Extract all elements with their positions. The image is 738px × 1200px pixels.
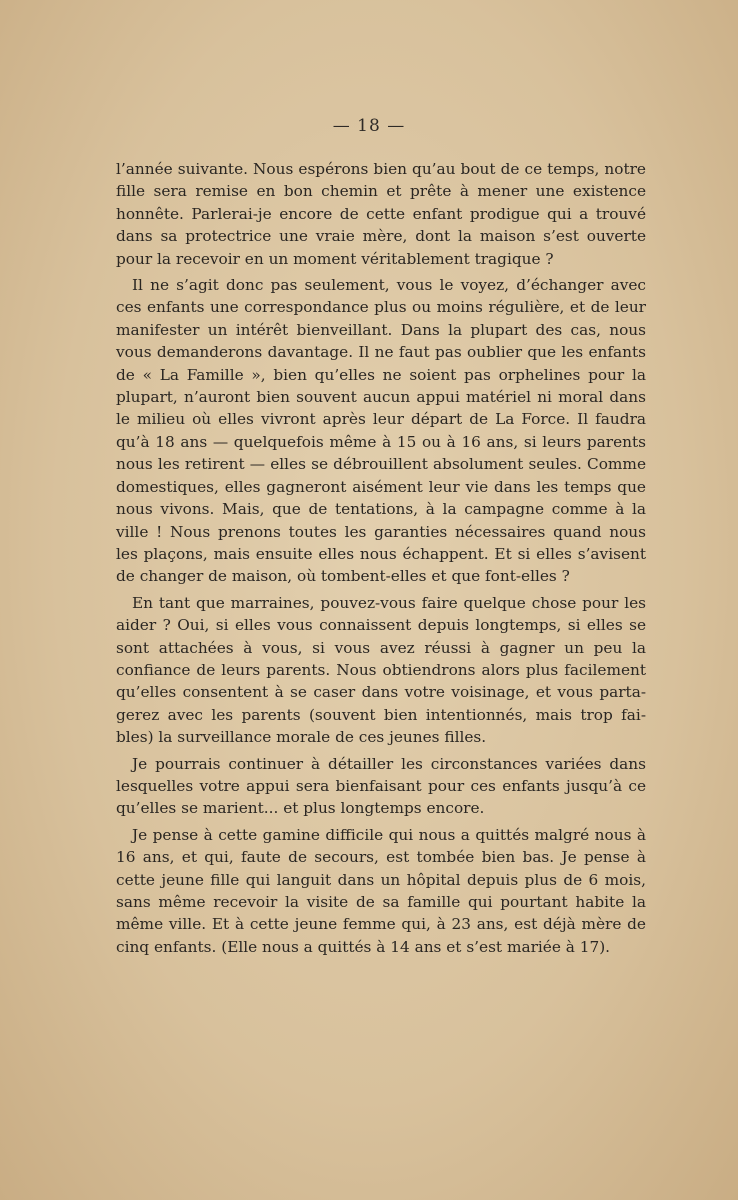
body-text	[116, 158, 646, 962]
paragraph: Je pense à cette gamine difficile qui nous a quittés malgré nous à 16 ans, et qui, faute de secours, est tombée bien bas. Je pense à cette jeune fille qui languit dans un hôpital depuis plus de 6 mois, sans même recevoir la visite de sa famille qui pourtant habite la même ville. Et à cette jeune femme qui, à 23 ans, est déjà mère de cinq enfants. (Elle nous a quittés à 14 ans et s’est mariée à 17).	[116, 825, 646, 956]
page-number: — 18 —	[332, 116, 406, 136]
paragraph: Il ne s’agit donc pas seulement, vous le voyez, d’échanger avec ces enfants une correspondance plus ou moins régulière, et de leur manifester un intérêt bienveillant. Dans la plupart des cas, nous vous demanderons davantage. Il ne faut pas oublier que les enfants de « La Famille », bien qu’elles ne soient pas orphelines pour la plupart, n’auront bien souvent aucun appui matériel ni moral dans le milieu où elles vivront après leur départ de La Force. Il faudra qu’à 18 ans — quelquefois même à 15 ou à 16 ans, si leurs parents nous les retirent — elles se débrouillent absolument seules. Comme domestiques, elles gagneront aisément leur vie dans les temps que nous vivons. Mais, que de tentations, à la campagne comme à la ville ! Nous prenons toutes les garanties nécessaires quand nous les plaçons, mais ensuite elles nous échappent. Et si elles s’avisent de changer de maison, où tombent-elles et que font-elles ?	[116, 276, 646, 586]
paragraph: l’année suivante. Nous espérons bien qu’au bout de ce temps, notre fille sera remise en bon chemin et prête à mener une existence honnête. Parlerai-je encore de cette enfant prodigue qui a trouvé dans sa protectrice une vraie mère, dont la maison s’est ouverte pour la recevoir en un moment véritablement tragique ?	[116, 160, 646, 268]
paragraph: En tant que marraines, pouvez-vous faire quelque chose pour les aider ? Oui, si elles vous connaissent depuis longtemps, si elles se sont attachées à vous, si vous avez réussi à gagner un peu la confiance de leurs parents. Nous obtiendrons alors plus facilement qu’elles consentent à se caser dans votre voisinage, et vous partagerez avec les parents (souvent bien intentionnés, mais trop faibles) la surveillance morale de ces jeunes filles.	[116, 593, 646, 747]
paragraph: Je pourrais continuer à détailler les circonstances variées dans lesquelles votre appui sera bienfaisant pour ces enfants jusqu’à ce qu’elles se marient... et plus longtemps encore.	[116, 754, 646, 818]
